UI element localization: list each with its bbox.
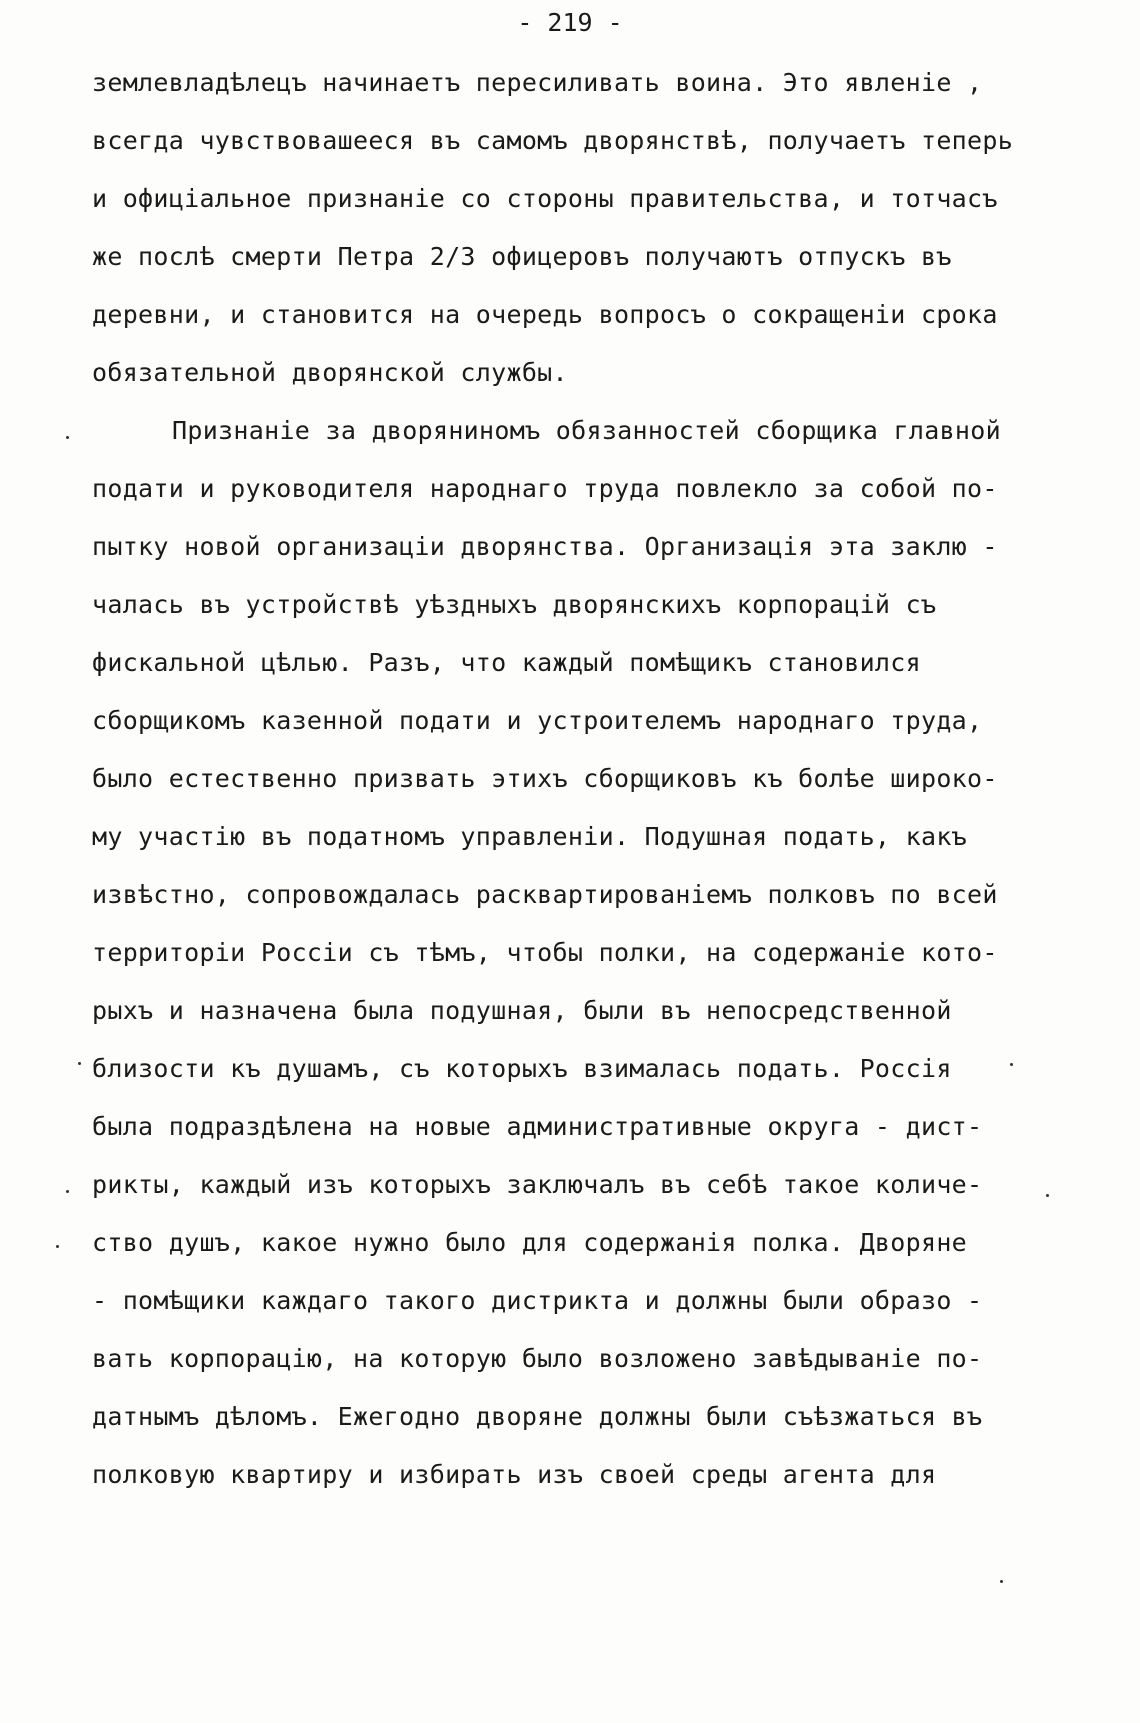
text-line: - помѣщики каждаго такого дистрикта и должны были образо -: [92, 1286, 983, 1315]
text-line: подати и руководителя народнаго труда повлекло за собой по-: [92, 474, 998, 503]
scan-speck: [1046, 1194, 1049, 1197]
text-line: ство душъ, какое нужно было для содержанія полка. Дворяне: [92, 1228, 968, 1257]
text-line: всегда чувствовашееся въ самомъ дворянствѣ, получаетъ теперь: [92, 126, 1014, 155]
text-line: полковую квартиру и избирать изъ своей среды агента для: [92, 1460, 937, 1489]
text-line: фискальной цѣлью. Разъ, что каждый помѣщикъ становился: [92, 648, 921, 677]
paragraph-first-line: Признаніе за дворяниномъ обязанностей сборщика главной: [172, 416, 1001, 445]
text-line: чалась въ устройствѣ уѣздныхъ дворянскихъ корпорацій съ: [92, 590, 937, 619]
text-line: была подраздѣлена на новые административные округа - дист-: [92, 1112, 983, 1141]
scan-speck: [1010, 1063, 1013, 1066]
text-line: близости къ душамъ, съ которыхъ взималась подать. Россія: [92, 1054, 952, 1083]
text-line: пытку новой организаціи дворянства. Организація эта заклю -: [92, 532, 998, 561]
text-line: сборщикомъ казенной подати и устроителемъ народнаго труда,: [92, 706, 983, 735]
text-line: землевладѣлецъ начинаетъ пересиливать воина. Это явленіе ,: [92, 68, 983, 97]
scan-speck: [66, 1190, 69, 1193]
text-line: му участію въ податномъ управленіи. Подушная подать, какъ: [92, 822, 968, 851]
text-line: деревни, и становится на очередь вопросъ о сокращеніи срока: [92, 300, 998, 329]
text-line: рыхъ и назначена была подушная, были въ непосредственной: [92, 996, 952, 1025]
text-line: датнымъ дѣломъ. Ежегодно дворяне должны были съѣзжаться въ: [92, 1402, 983, 1431]
text-line: извѣстно, сопровождалась расквартированіемъ полковъ по всей: [92, 880, 998, 909]
text-line: вать корпорацію, на которую было возложено завѣдываніе по-: [92, 1344, 983, 1373]
page-number: - 219 -: [517, 8, 623, 37]
text-line: же послѣ смерти Петра 2/3 офицеровъ получаютъ отпускъ въ: [92, 242, 952, 271]
text-line: территоріи Россіи съ тѣмъ, чтобы полки, на содержаніе кото-: [92, 938, 998, 967]
text-line: рикты, каждый изъ которыхъ заключалъ въ себѣ такое количе-: [92, 1170, 983, 1199]
scan-speck: [56, 1245, 59, 1248]
scan-speck: [78, 1062, 81, 1065]
scan-speck: [66, 436, 69, 439]
scan-speck: [1000, 1580, 1003, 1583]
text-line: обязательной дворянской службы.: [92, 358, 568, 387]
text-line: было естественно призвать этихъ сборщиковъ къ болѣе широко-: [92, 764, 998, 793]
text-line: и офиціальное признаніе со стороны правительства, и тотчасъ: [92, 184, 998, 213]
